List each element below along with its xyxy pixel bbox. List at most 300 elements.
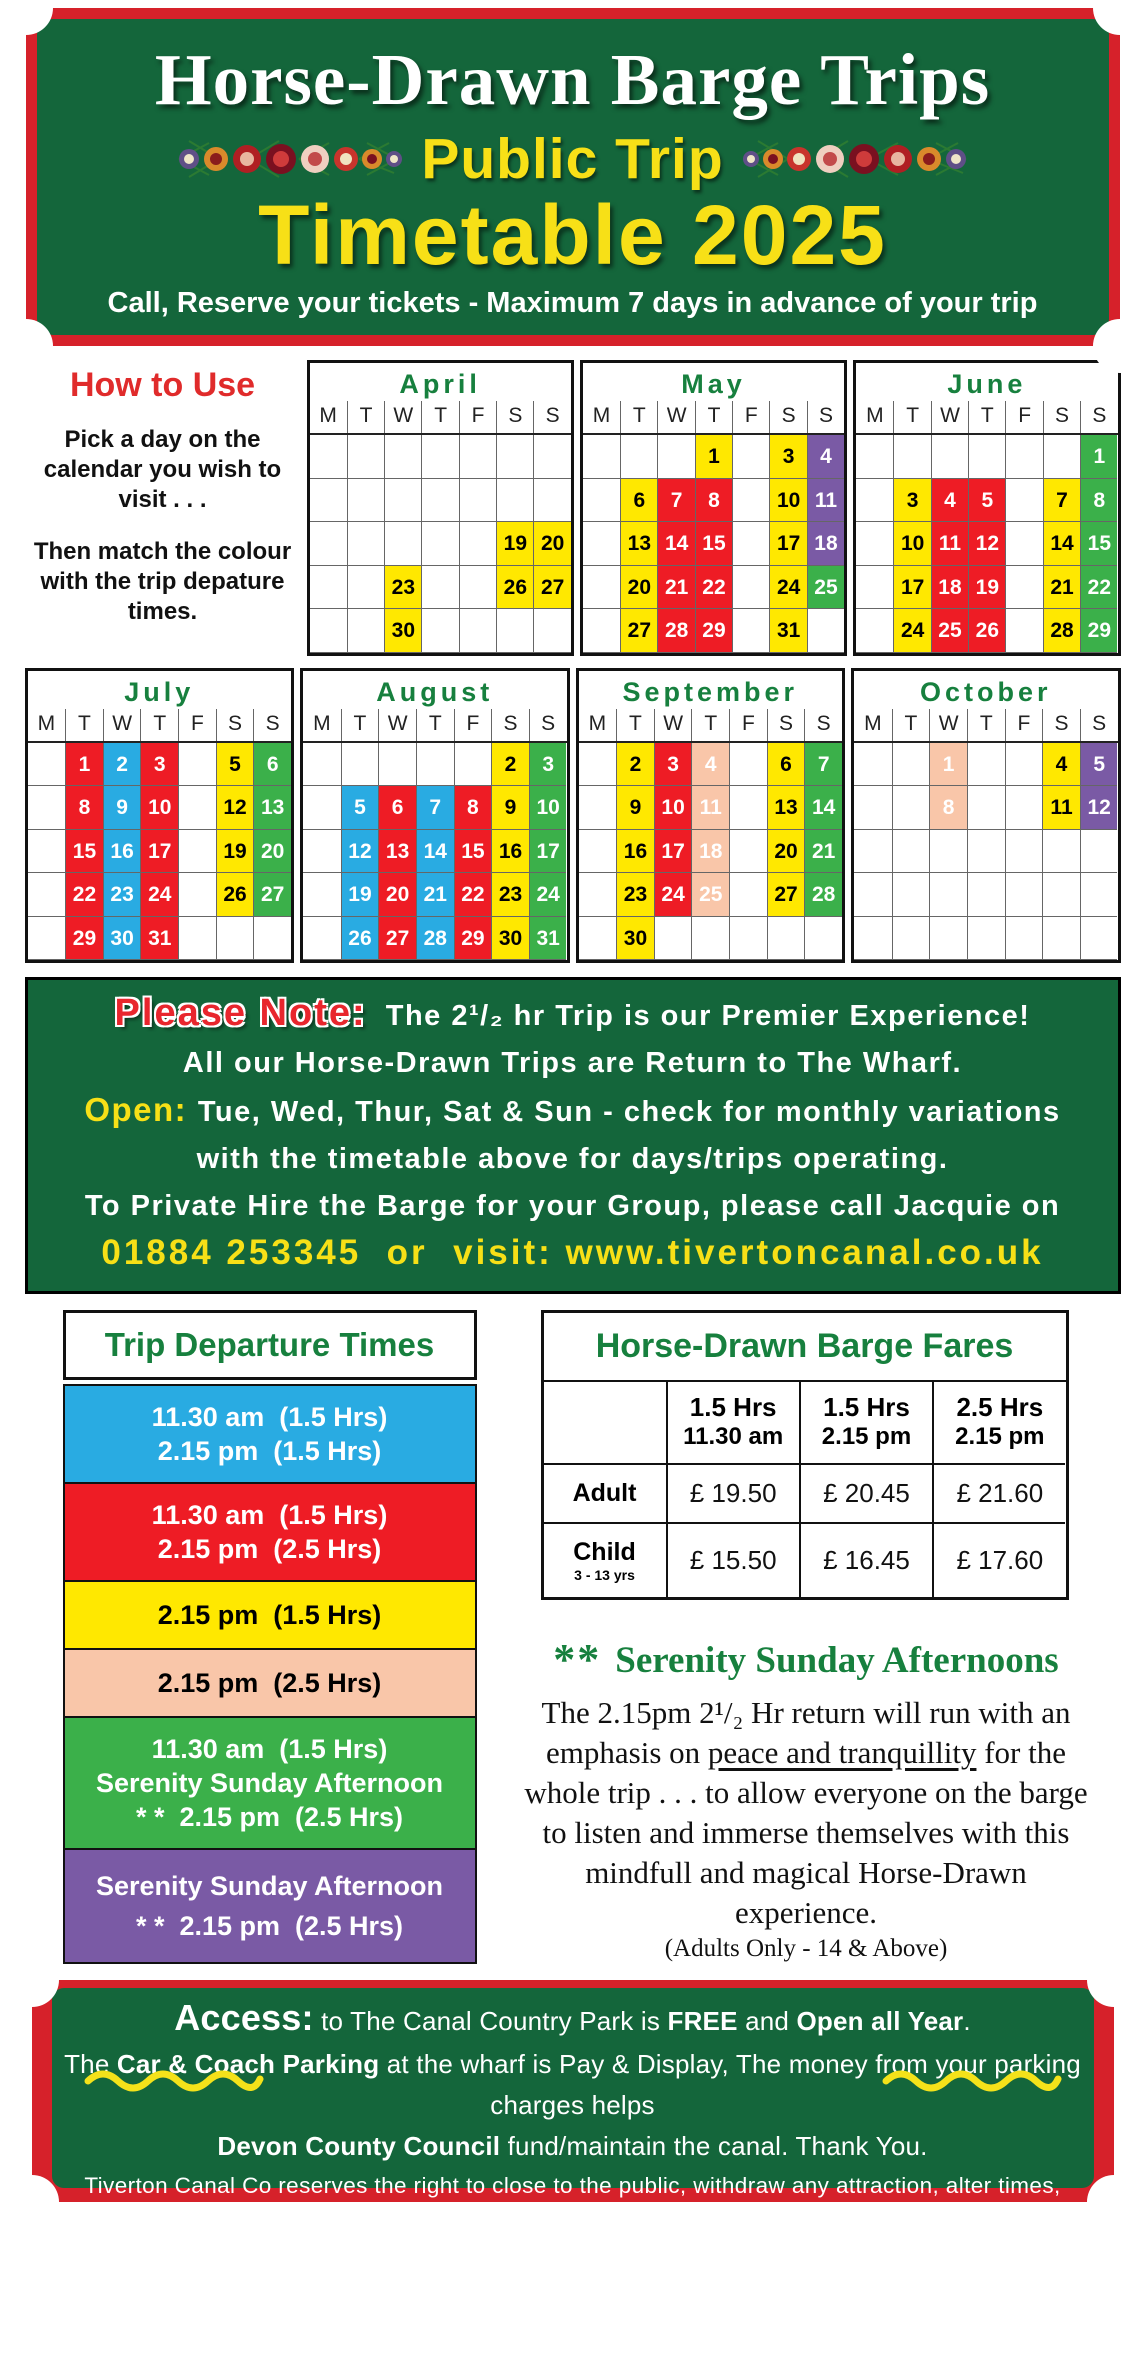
day-cell: 10	[893, 522, 930, 566]
day-header: M	[310, 401, 347, 433]
lower-section	[63, 1310, 1140, 1964]
day-cell: 15	[1080, 522, 1117, 566]
scallop-corner	[1087, 2175, 1141, 2229]
day-header: T	[347, 401, 384, 433]
day-cell-empty	[1042, 917, 1080, 961]
how-to-use-text-1: Pick a day on the calendar you wish to visit . . .	[27, 425, 299, 515]
day-cell: 9	[491, 786, 529, 830]
day-cell: 22	[454, 873, 492, 917]
day-header: T	[416, 709, 454, 741]
calendar-month-title: October	[854, 671, 1118, 709]
text-segment: fund/maintain the canal. Thank You.	[500, 2131, 927, 2161]
day-cell: 1	[929, 743, 967, 787]
fares-row-label	[544, 1463, 666, 1522]
day-cell: 28	[416, 917, 454, 961]
departure-time-line: 11.30 am (1.5 Hrs)	[65, 1498, 475, 1532]
calendar-october	[851, 668, 1121, 964]
day-cell: 7	[1043, 479, 1080, 523]
day-cell-empty	[303, 830, 341, 874]
header-panel	[26, 8, 1120, 346]
fares-price-cell: £ 19.50	[666, 1463, 799, 1522]
day-cell: 3	[893, 479, 930, 523]
day-header: M	[856, 401, 893, 433]
calendar-month-title: August	[303, 671, 567, 709]
day-cell-empty	[929, 917, 967, 961]
day-cell-empty	[303, 873, 341, 917]
day-cell-empty	[454, 743, 492, 787]
day-cell-empty	[1005, 435, 1042, 479]
day-header: F	[729, 709, 767, 741]
day-cell-empty	[533, 479, 570, 523]
day-cell: 11	[931, 522, 968, 566]
day-cell: 22	[65, 873, 103, 917]
day-header: M	[583, 401, 620, 433]
day-cell: 14	[657, 522, 694, 566]
day-cell: 26	[496, 566, 533, 610]
day-cell-empty	[729, 786, 767, 830]
fares-row-name: Child	[544, 1538, 666, 1567]
day-cell-empty	[303, 917, 341, 961]
day-cell-empty	[1005, 873, 1043, 917]
fares-time-label: 11.30 am	[668, 1423, 799, 1451]
day-cell-empty	[28, 743, 66, 787]
calendar-day-headers	[579, 709, 843, 741]
day-cell: 18	[807, 522, 844, 566]
day-header: M	[28, 709, 66, 741]
day-cell: 14	[416, 830, 454, 874]
day-cell-empty	[28, 873, 66, 917]
day-cell-empty	[421, 609, 458, 653]
day-cell-empty	[1042, 830, 1080, 874]
calendar-month-title: September	[579, 671, 843, 709]
day-cell-empty	[729, 873, 767, 917]
flower-garland-icon	[169, 133, 407, 185]
calendar-month-title: June	[856, 363, 1117, 401]
day-cell: 8	[65, 786, 103, 830]
calendar-june	[853, 360, 1120, 656]
departure-times-panel	[63, 1310, 477, 1964]
day-cell-empty	[496, 435, 533, 479]
serenity-body	[513, 1693, 1100, 1933]
day-header: M	[579, 709, 617, 741]
day-cell: 23	[491, 873, 529, 917]
day-header: W	[654, 709, 692, 741]
day-header: S	[491, 709, 529, 741]
day-cell-empty	[533, 609, 570, 653]
calendar-date-grid	[303, 741, 567, 961]
day-cell: 5	[968, 479, 1005, 523]
day-cell-empty	[216, 917, 254, 961]
day-cell: 29	[454, 917, 492, 961]
day-cell-empty	[384, 435, 421, 479]
day-cell: 21	[1043, 566, 1080, 610]
day-cell: 23	[616, 873, 654, 917]
calendar-july	[25, 668, 295, 964]
day-cell: 8	[929, 786, 967, 830]
text-segment: Open all Year	[796, 2006, 963, 2036]
day-cell-empty	[854, 830, 892, 874]
day-header: S	[807, 401, 844, 433]
text-line	[52, 2128, 1094, 2169]
day-cell-empty	[347, 435, 384, 479]
day-cell-empty	[929, 830, 967, 874]
calendar-day-headers	[856, 401, 1117, 433]
scallop-corner	[1087, 1953, 1141, 2007]
day-header: T	[893, 401, 930, 433]
day-header: W	[378, 709, 416, 741]
day-cell: 2	[491, 743, 529, 787]
text-segment: Open:	[84, 1091, 198, 1128]
day-cell: 17	[769, 522, 806, 566]
calendar-august	[300, 668, 570, 964]
day-header: W	[103, 709, 141, 741]
day-cell-empty	[1005, 609, 1042, 653]
day-header: S	[769, 401, 806, 433]
day-cell-empty	[416, 743, 454, 787]
day-cell: 28	[804, 873, 842, 917]
departure-time-line: 2.15 pm (2.5 Hrs)	[65, 1666, 475, 1700]
day-cell-empty	[729, 743, 767, 787]
header-green-panel	[37, 19, 1109, 335]
departure-time-line: 2.15 pm (2.5 Hrs)	[65, 1532, 475, 1566]
day-cell: 10	[654, 786, 692, 830]
day-header: F	[1005, 401, 1042, 433]
day-cell-empty	[310, 479, 347, 523]
scallop-corner	[1093, 319, 1145, 373]
day-cell: 21	[804, 830, 842, 874]
day-cell-empty	[1005, 917, 1043, 961]
day-cell-empty	[892, 786, 930, 830]
text-line	[52, 2317, 1094, 2354]
day-cell: 3	[529, 743, 567, 787]
day-cell: 20	[533, 522, 570, 566]
day-cell: 15	[454, 830, 492, 874]
day-header: M	[303, 709, 341, 741]
day-cell: 31	[140, 917, 178, 961]
day-cell-empty	[1080, 873, 1118, 917]
day-header: T	[65, 709, 103, 741]
day-cell: 27	[767, 873, 805, 917]
day-cell-empty	[657, 435, 694, 479]
day-cell-empty	[28, 830, 66, 874]
fares-duration-label: 1.5 Hrs	[668, 1392, 799, 1423]
day-cell-empty	[732, 522, 769, 566]
day-cell-empty	[496, 609, 533, 653]
departure-times-heading: Trip Departure Times	[63, 1310, 477, 1380]
day-cell-empty	[807, 609, 844, 653]
day-cell: 3	[140, 743, 178, 787]
serenity-footnote: (Adults Only - 14 & Above)	[513, 1935, 1100, 1963]
day-cell-empty	[347, 479, 384, 523]
day-cell: 30	[384, 609, 421, 653]
day-header: S	[216, 709, 254, 741]
day-header: T	[691, 709, 729, 741]
day-header: F	[1005, 709, 1043, 741]
departure-time-line: 2.15 pm (1.5 Hrs)	[65, 1598, 475, 1632]
day-cell-empty	[967, 917, 1005, 961]
day-cell-empty	[178, 786, 216, 830]
day-cell-empty	[1005, 522, 1042, 566]
day-header: T	[892, 709, 930, 741]
day-header: T	[695, 401, 732, 433]
scallop-corner	[5, 2175, 59, 2229]
text-segment: All our Horse-Drawn Trips are Return to The Wharf.	[183, 1047, 962, 1079]
day-cell: 29	[65, 917, 103, 961]
day-cell-empty	[732, 609, 769, 653]
text-line	[28, 1042, 1118, 1089]
day-cell-empty	[178, 743, 216, 787]
day-cell-empty	[931, 435, 968, 479]
scallop-corner	[0, 319, 53, 373]
day-cell: 30	[491, 917, 529, 961]
day-cell: 7	[416, 786, 454, 830]
fares-column	[477, 1310, 1140, 1964]
fares-duration-label: 2.5 Hrs	[934, 1392, 1065, 1423]
day-header: S	[767, 709, 805, 741]
day-header: T	[967, 709, 1005, 741]
day-header: S	[496, 401, 533, 433]
how-to-use-panel	[25, 360, 301, 656]
day-cell-empty	[854, 786, 892, 830]
departure-block-purple	[63, 1848, 477, 1964]
day-cell: 9	[616, 786, 654, 830]
day-cell: 23	[103, 873, 141, 917]
text-line	[28, 1232, 1118, 1281]
day-cell: 20	[253, 830, 291, 874]
departure-block-yellow	[63, 1580, 477, 1650]
day-cell-empty	[583, 566, 620, 610]
departure-time-line: Serenity Sunday Afternoon	[65, 1866, 475, 1906]
day-cell: 12	[341, 830, 379, 874]
day-cell-empty	[967, 830, 1005, 874]
day-cell-empty	[854, 917, 892, 961]
day-header: W	[931, 401, 968, 433]
day-cell: 12	[216, 786, 254, 830]
day-header: T	[140, 709, 178, 741]
day-cell: 30	[103, 917, 141, 961]
text-line	[28, 1089, 1118, 1138]
day-cell: 17	[529, 830, 567, 874]
departure-time-line: 11.30 am (1.5 Hrs)	[65, 1400, 475, 1434]
day-cell: 29	[1080, 609, 1117, 653]
calendar-date-grid	[28, 741, 292, 961]
fares-corner-cell	[544, 1382, 666, 1463]
day-cell-empty	[620, 435, 657, 479]
day-header: T	[620, 401, 657, 433]
fares-time-label: 2.15 pm	[934, 1423, 1065, 1451]
day-cell: 20	[767, 830, 805, 874]
day-cell: 27	[378, 917, 416, 961]
calendar-april	[307, 360, 574, 656]
day-cell: 13	[620, 522, 657, 566]
day-cell: 26	[968, 609, 1005, 653]
day-cell-empty	[378, 743, 416, 787]
day-cell-empty	[28, 786, 66, 830]
calendar-date-grid	[856, 433, 1117, 653]
barge-timetable-poster	[6, 8, 1140, 2134]
day-cell: 11	[1042, 786, 1080, 830]
day-cell: 24	[769, 566, 806, 610]
day-cell: 10	[529, 786, 567, 830]
day-cell: 23	[384, 566, 421, 610]
day-cell-empty	[1005, 786, 1043, 830]
day-cell-empty	[854, 873, 892, 917]
day-cell: 16	[491, 830, 529, 874]
text-line	[28, 1138, 1118, 1185]
departure-time-line: 2.15 pm (1.5 Hrs)	[65, 1434, 475, 1468]
fares-table	[541, 1310, 1069, 1600]
day-cell: 28	[657, 609, 694, 653]
day-cell: 8	[454, 786, 492, 830]
double-asterisk-icon: **	[553, 1635, 601, 1684]
text-segment: Tiverton Canal Co reserves the right to close to the public, withdraw any attraction, alter times, prices	[84, 2173, 1067, 2235]
day-cell: 9	[103, 786, 141, 830]
day-cell-empty	[1005, 830, 1043, 874]
text-segment: Devon County Council	[217, 2131, 500, 2161]
scallop-corner	[5, 1953, 59, 2007]
day-cell: 16	[103, 830, 141, 874]
day-cell-empty	[347, 522, 384, 566]
fares-price-cell: £ 17.60	[932, 1522, 1065, 1597]
day-cell-empty	[178, 873, 216, 917]
day-cell-empty	[28, 917, 66, 961]
day-header: S	[1080, 709, 1118, 741]
day-cell: 25	[931, 609, 968, 653]
day-cell: 19	[216, 830, 254, 874]
fares-price-cell: £ 15.50	[666, 1522, 799, 1597]
text-segment: .	[963, 2006, 970, 2036]
day-header: S	[804, 709, 842, 741]
day-cell-empty	[583, 435, 620, 479]
day-cell-empty	[854, 743, 892, 787]
day-cell-empty	[967, 743, 1005, 787]
text-segment: The	[64, 2049, 117, 2079]
day-cell-empty	[459, 435, 496, 479]
day-cell-empty	[384, 479, 421, 523]
day-cell-empty	[1080, 917, 1118, 961]
day-cell: 5	[216, 743, 254, 787]
calendar-day-headers	[310, 401, 571, 433]
day-cell-empty	[856, 566, 893, 610]
header-tagline: Call, Reserve your tickets - Maximum 7 days in advance of your trip	[37, 287, 1109, 320]
calendar-day-headers	[28, 709, 292, 741]
day-cell-empty	[384, 522, 421, 566]
day-cell: 17	[140, 830, 178, 874]
day-cell-empty	[459, 566, 496, 610]
departure-time-line: * * 2.15 pm (2.5 Hrs)	[65, 1800, 475, 1834]
calendar-month-title: April	[310, 363, 571, 401]
day-header: W	[657, 401, 694, 433]
day-cell: 8	[695, 479, 732, 523]
day-cell: 11	[807, 479, 844, 523]
page-title: Horse-Drawn Barge Trips	[37, 19, 1109, 119]
text-segment: at the wharf is Pay & Display, The money from your parking charges helps	[379, 2049, 1088, 2120]
text-line	[52, 2243, 1094, 2317]
day-cell-empty	[804, 917, 842, 961]
day-cell-empty	[691, 917, 729, 961]
subtitle-row	[37, 127, 1109, 191]
calendar-date-grid	[583, 433, 844, 653]
day-cell-empty	[583, 522, 620, 566]
day-cell: 2	[103, 743, 141, 787]
calendar-day-headers	[583, 401, 844, 433]
day-cell-empty	[459, 479, 496, 523]
day-cell-empty	[1005, 566, 1042, 610]
day-header: F	[459, 401, 496, 433]
calendar-section-top	[25, 360, 1121, 656]
text-segment: 01884 253345 or visit: www.tivertoncanal.co.uk	[101, 1233, 1043, 1272]
text-segment: peace and tranquillity	[708, 1735, 977, 1770]
day-cell-empty	[303, 743, 341, 787]
day-cell: 21	[657, 566, 694, 610]
day-cell-empty	[893, 435, 930, 479]
day-cell: 25	[691, 873, 729, 917]
day-cell: 3	[654, 743, 692, 787]
text-segment: All prices & times are correct at the time of printing/uploading to our website.	[177, 2321, 968, 2346]
flower-garland-icon	[738, 133, 976, 185]
day-cell-empty	[892, 873, 930, 917]
serenity-heading-text: Serenity Sunday Afternoons	[615, 1640, 1058, 1681]
day-cell-empty	[856, 435, 893, 479]
day-cell: 7	[804, 743, 842, 787]
calendar-may	[580, 360, 847, 656]
text-segment: The 2¹/₂ hr Trip is our Premier Experience!	[367, 1000, 1031, 1032]
calendar-date-grid	[579, 741, 843, 961]
wave-decoration-icon	[882, 2066, 1062, 2092]
fares-duration-label: 1.5 Hrs	[801, 1392, 932, 1423]
day-cell: 27	[253, 873, 291, 917]
day-cell: 4	[931, 479, 968, 523]
day-cell-empty	[303, 786, 341, 830]
day-cell-empty	[729, 917, 767, 961]
day-cell: 3	[769, 435, 806, 479]
day-cell-empty	[732, 435, 769, 479]
day-cell: 5	[1080, 743, 1118, 787]
day-cell: 20	[620, 566, 657, 610]
text-segment: to The Canal Country Park is	[314, 2006, 668, 2036]
fares-column-header	[799, 1382, 932, 1463]
day-header: S	[1080, 401, 1117, 433]
departure-time-line: Serenity Sunday Afternoon	[65, 1766, 475, 1800]
day-cell-empty	[729, 830, 767, 874]
day-cell-empty	[310, 566, 347, 610]
day-cell: 1	[65, 743, 103, 787]
day-cell-empty	[178, 917, 216, 961]
day-header: F	[454, 709, 492, 741]
day-cell: 20	[378, 873, 416, 917]
footer-panel	[32, 1980, 1114, 2202]
subtitle-public-trip: Public Trip	[421, 126, 723, 192]
day-cell: 21	[416, 873, 454, 917]
departure-time-line: 11.30 am (1.5 Hrs)	[65, 1732, 475, 1766]
day-cell-empty	[1080, 830, 1118, 874]
day-header: S	[529, 709, 567, 741]
text-line	[28, 992, 1118, 1042]
fares-column-header	[666, 1382, 799, 1463]
day-header: S	[533, 401, 570, 433]
text-line	[28, 1185, 1118, 1232]
text-segment: Please Note:	[115, 992, 367, 1034]
serenity-heading	[513, 1634, 1100, 1685]
day-cell: 26	[341, 917, 379, 961]
fares-price-cell: £ 20.45	[799, 1463, 932, 1522]
day-cell: 17	[893, 566, 930, 610]
day-cell: 18	[691, 830, 729, 874]
day-cell-empty	[892, 917, 930, 961]
day-cell: 24	[654, 873, 692, 917]
day-cell-empty	[178, 830, 216, 874]
text-segment: Access:	[174, 1997, 314, 2038]
